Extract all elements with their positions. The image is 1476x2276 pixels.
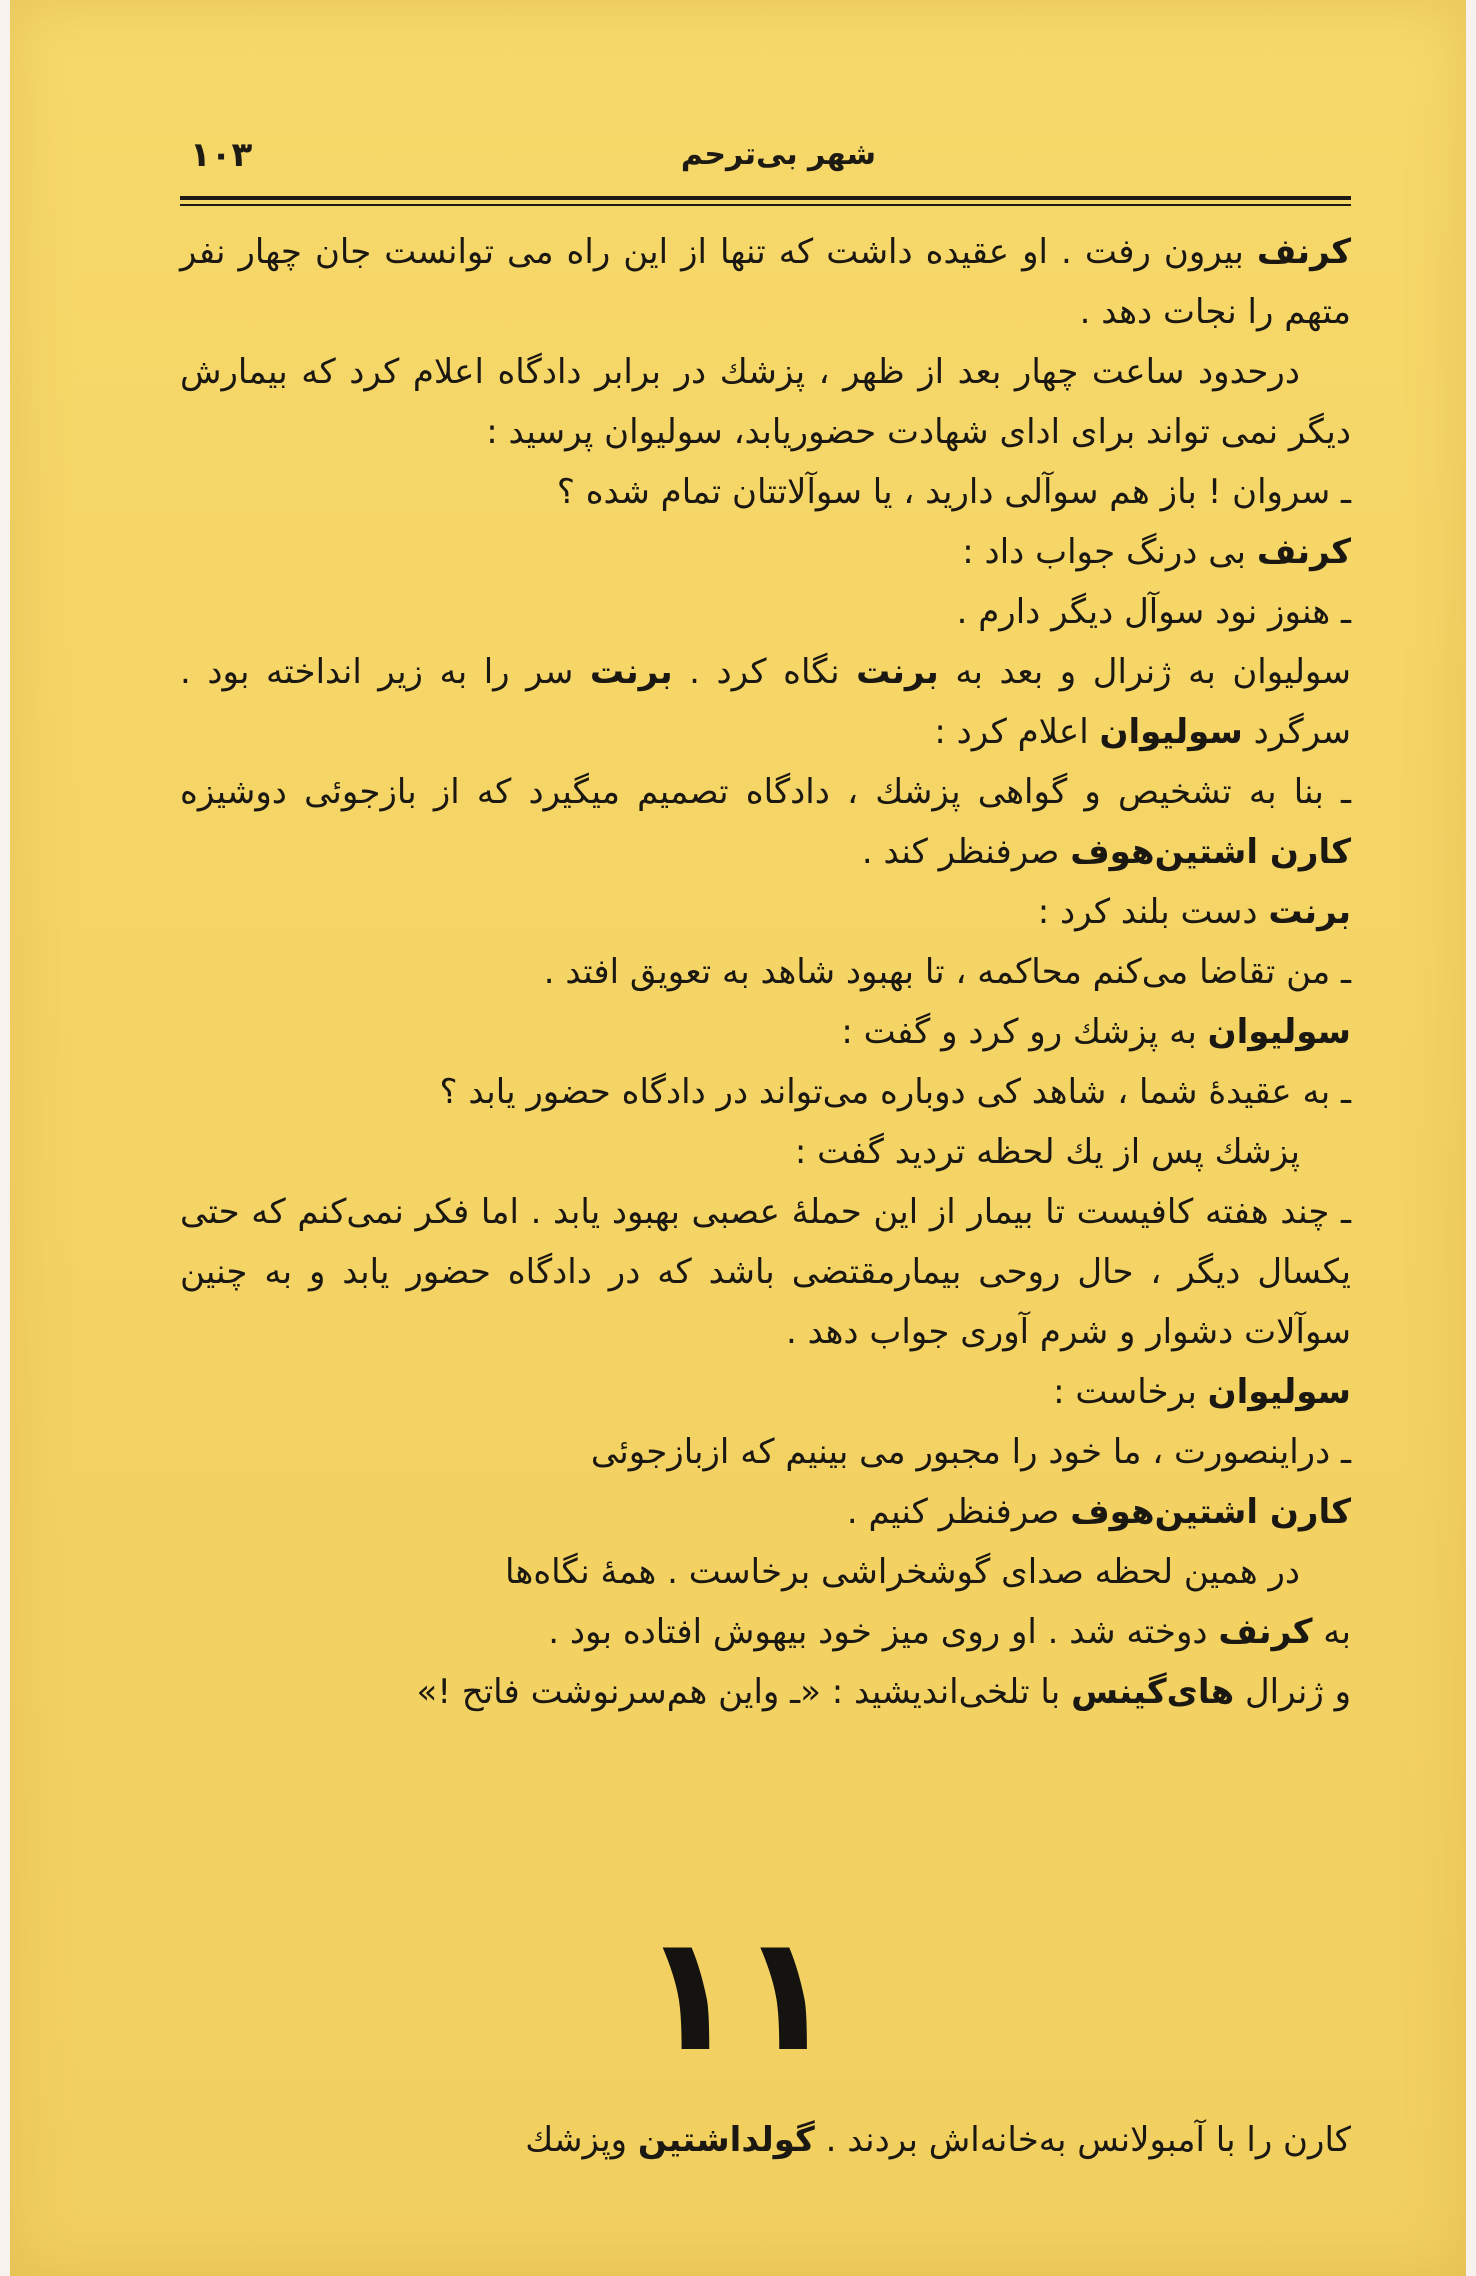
book-page (10, 0, 1466, 2276)
paragraph-text: صرفنظر کنیم . (846, 1492, 1071, 1532)
chapter-number: ۱۱ (640, 1900, 836, 2087)
paragraph-text: ـ بنا به تشخیص و گواهی پزشك ، دادگاه تصمیم میگیرد که از بازجوئی دوشیزه (180, 772, 1351, 812)
dialogue-line: ـ به عقیدهٔ شما ، شاهد کی دوباره می‌تواند در دادگاه حضور یابد ؟ (439, 1072, 1351, 1112)
paragraph (180, 642, 1351, 762)
character-name: کرنف (1218, 1612, 1313, 1652)
paragraph-text: سر را به زیر انداخته بود . سرگرد (180, 652, 1351, 752)
paragraph (180, 1602, 1351, 1662)
paragraph-text: نگاه کرد . (672, 652, 857, 692)
character-name: برنت (856, 652, 939, 692)
paragraph-text: اعلام کرد : (934, 712, 1100, 752)
paragraph-text: بیرون رفت . او عقیده داشت که تنها از این راه می توانست جان چهار نفر متهم را نجات دهد . (180, 232, 1351, 332)
paragraph: درحدود ساعت چهار بعد از ظهر ، پزشك در برابر دادگاه اعلام کرد که بیمارش دیگر نمی تواند برای ادای شهادت حضوریابد، سولیوان پرسید : (180, 352, 1351, 452)
paragraph (180, 1002, 1351, 1062)
character-name: کرنف (1256, 532, 1351, 572)
paragraph-text: بی درنگ جواب داد : (962, 532, 1257, 572)
character-name: کارن اشتین‌هوف (1070, 1492, 1351, 1532)
character-name: های‌گینس (1071, 1672, 1235, 1712)
dialogue-line: ـ سروان ! باز هم سوآلی دارید ، یا سوآلاتتان تمام شده ؟ (556, 472, 1351, 512)
character-name: سولیوان (1207, 1372, 1351, 1412)
dialogue-line: ـ چند هفته کافیست تا بیمار از این حملهٔ عصبی بهبود یابد . اما فکر نمی‌کنم که حتی یکسال دیگر ، حال روحی بیمارمقتضی باشد که در دادگاه حضور یابد و به چنین سوآلات دشوار و شرم آوری جواب دهد . (180, 1192, 1351, 1352)
paragraph-text: دوخته شد . او روی میز خود بیهوش افتاده بود . (548, 1612, 1219, 1652)
paragraph (180, 882, 1351, 942)
paragraph (180, 522, 1351, 582)
paragraph (180, 222, 1351, 342)
character-name: کرنف (1256, 232, 1351, 272)
page-number: ۱۰۳ (190, 135, 253, 175)
page-header (180, 135, 1351, 185)
character-name: برنت (1268, 892, 1351, 932)
character-name: گولداشتین (637, 2120, 815, 2160)
dialogue-line (180, 762, 1351, 882)
paragraph-text: به (1312, 1612, 1351, 1652)
header-rule-thick (180, 196, 1351, 200)
dialogue-line: ـ هنوز نود سوآل دیگر دارم . (956, 592, 1351, 632)
dialogue-line: ـ دراینصورت ، ما خود را مجبور می بینیم که ازبازجوئی (590, 1432, 1351, 1472)
paragraph-text: دست بلند کرد : (1037, 892, 1269, 932)
paragraph-text: وپزشك (525, 2120, 638, 2160)
paragraph: پزشك پس از یك لحظه تردید گفت : (794, 1132, 1300, 1172)
paragraph-text: به پزشك رو کرد و گفت : (841, 1012, 1208, 1052)
paragraph-text: و ژنرال (1234, 1672, 1351, 1712)
paragraph-text: کارن را با آمبولانس به‌خانه‌اش بردند . (814, 2120, 1351, 2160)
next-chapter-first-line (180, 2110, 1351, 2170)
paragraph: در همین لحظه صدای گوشخراشی برخاست . همهٔ نگاه‌ها (505, 1552, 1300, 1592)
running-title: شهر بی‌ترحم (680, 137, 876, 172)
dialogue-line: ـ من تقاضا می‌کنم محاکمه ، تا بهبود شاهد به تعویق افتد . (543, 952, 1351, 992)
dialogue-line (180, 1482, 1351, 1542)
paragraph (180, 1362, 1351, 1422)
character-name: سولیوان (1207, 1012, 1351, 1052)
paragraph-text: با تلخی‌اندیشید : «ـ واین هم‌سرنوشت فاتح !» (416, 1672, 1072, 1712)
paragraph (180, 1662, 1351, 1722)
character-name: کارن اشتین‌هوف (1070, 832, 1351, 872)
character-name: برنت (589, 652, 673, 692)
header-rule-thin (180, 204, 1351, 206)
paragraph-text: سولیوان به ژنرال و بعد به (938, 652, 1351, 692)
paragraph-text: صرفنظر کند . (861, 832, 1071, 872)
paragraph-text: برخاست : (1053, 1372, 1208, 1412)
body-text (180, 222, 1351, 1722)
character-name: سولیوان (1099, 712, 1243, 752)
